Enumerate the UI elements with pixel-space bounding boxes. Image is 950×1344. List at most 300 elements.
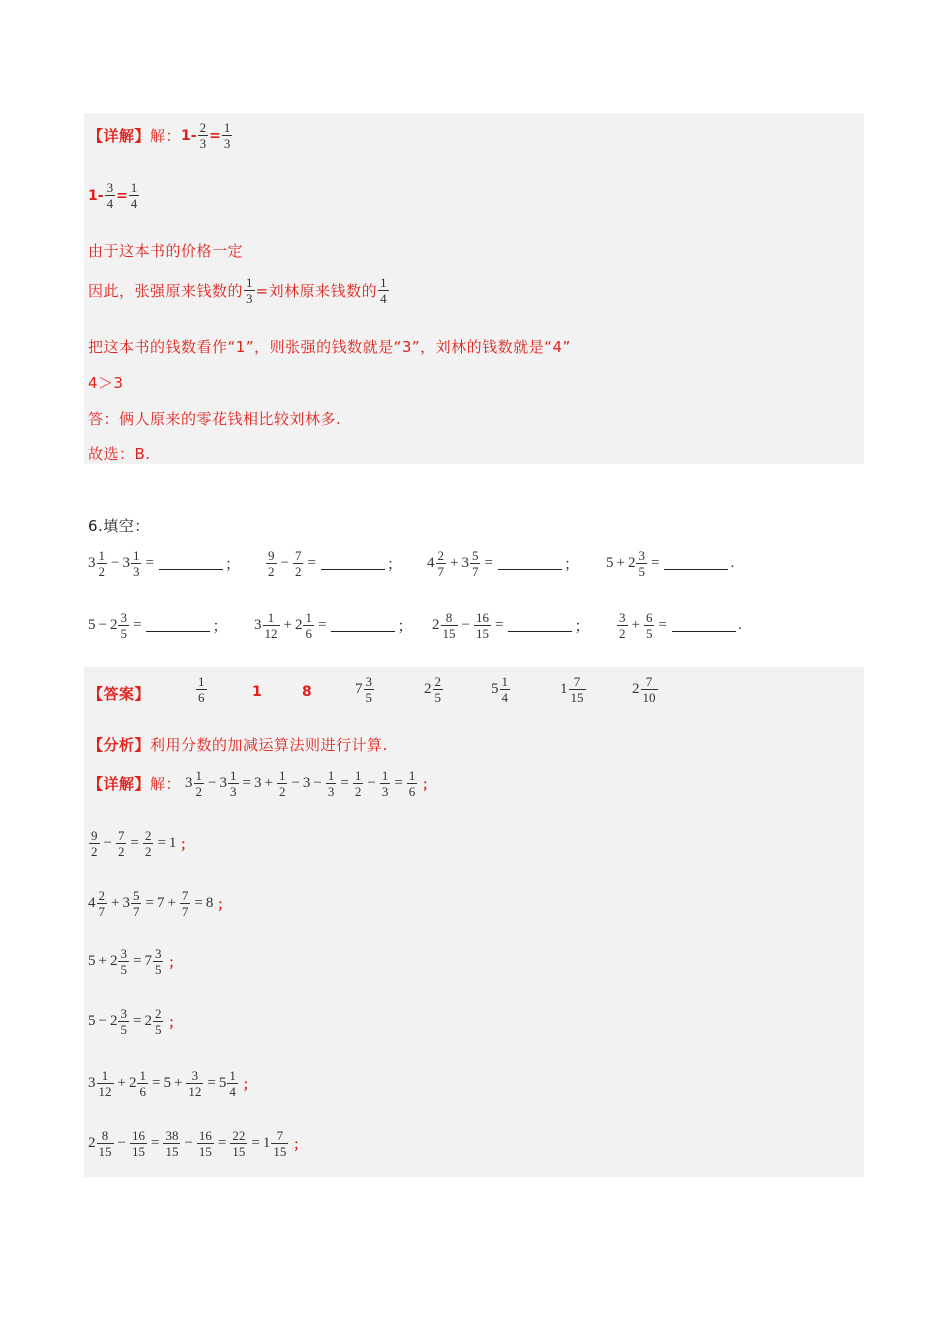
whole: 1 (560, 681, 568, 697)
denominator: 5 (120, 962, 127, 977)
numerator: 1 (198, 674, 205, 689)
denominator: 2 (91, 844, 98, 859)
numerator: 16 (475, 610, 489, 625)
denominator: 15 (273, 1144, 287, 1159)
denominator: 15 (570, 690, 584, 705)
detail1-line2 (88, 180, 140, 211)
numerator: 9 (91, 828, 98, 843)
fraction (636, 548, 647, 579)
operator: = (207, 1075, 216, 1091)
operator: = (340, 775, 349, 791)
operator: − (111, 555, 120, 571)
operator: + (631, 617, 640, 633)
denominator: 15 (165, 1144, 179, 1159)
denominator: 5 (154, 962, 162, 977)
denominator: 2 (98, 564, 105, 579)
whole: 5 (491, 681, 499, 697)
answer-tag: 【答案】 (88, 684, 151, 703)
fraction (617, 610, 628, 641)
fraction (105, 180, 116, 211)
detail1-line8: 故选：B. (88, 445, 151, 463)
numerator: 7 (181, 888, 189, 903)
operator: − (98, 617, 107, 633)
equals: = (116, 187, 128, 204)
numerator: 1 (380, 275, 387, 290)
text: =刘林原来钱数的 (255, 282, 378, 300)
denominator: 4 (380, 291, 387, 306)
numerator: 3 (619, 610, 626, 625)
answer-blank[interactable] (146, 619, 210, 632)
fraction (293, 548, 304, 579)
whole-number: 2 (627, 555, 636, 571)
denominator: 7 (181, 904, 189, 919)
operator: − (184, 1135, 193, 1151)
whole: 7 (355, 681, 363, 697)
whole-number: 2 (128, 1075, 137, 1091)
denominator: 5 (154, 1022, 162, 1037)
eq1-one: 1- (181, 127, 197, 144)
denominator: 4 (229, 1084, 236, 1099)
denominator: 2 (268, 564, 275, 579)
fraction (244, 275, 255, 306)
numerator: 2 (434, 674, 441, 689)
whole-number: 5 (218, 1075, 227, 1091)
numerator: 5 (471, 548, 479, 563)
fraction (194, 768, 205, 799)
operator: = (132, 617, 142, 633)
separator: ； (224, 557, 240, 573)
denominator: 15 (98, 1144, 112, 1159)
numerator: 2 (144, 828, 152, 843)
denominator: 4 (106, 196, 114, 211)
denominator: 6 (198, 690, 205, 705)
whole: 2 (424, 681, 432, 697)
fraction (436, 548, 447, 579)
fraction (186, 1068, 203, 1099)
operator: = (217, 1135, 227, 1151)
answer-blank[interactable] (498, 557, 562, 570)
separator: ； (217, 898, 231, 913)
numerator: 1 (139, 1068, 146, 1083)
denominator: 10 (642, 690, 656, 705)
fraction (641, 674, 658, 705)
separator: ； (212, 619, 228, 635)
operator: = (150, 1135, 160, 1151)
whole-number: 3 (461, 555, 469, 571)
numerator: 3 (120, 610, 127, 625)
denominator: 2 (278, 784, 286, 799)
operator: = (145, 555, 154, 571)
exercise-2 (265, 548, 402, 579)
whole-number: 3 (88, 555, 96, 571)
denominator: 7 (437, 564, 444, 579)
detail1-line4 (88, 275, 390, 306)
analysis-text: 利用分数的加减运算法则进行计算. (150, 736, 388, 754)
answer-blank[interactable] (508, 619, 572, 632)
operator: − (291, 775, 300, 791)
numerator: 3 (191, 1068, 199, 1083)
whole: 1 (252, 684, 262, 700)
detail-tag: 【详解】 (88, 127, 151, 145)
answer-5 (424, 674, 444, 705)
whole-number: 3 (88, 1075, 96, 1091)
detail2-line2 (88, 828, 193, 859)
whole-number: 4 (427, 555, 435, 571)
answer-blank[interactable] (672, 619, 736, 632)
operator: = (494, 617, 504, 633)
operator: = (132, 953, 142, 969)
detail2-line4 (88, 946, 181, 977)
fraction (97, 548, 108, 579)
period: . (730, 555, 735, 571)
period: . (737, 617, 742, 633)
fraction (131, 888, 142, 919)
operator: + (117, 1075, 126, 1091)
denominator: 2 (117, 844, 125, 859)
denominator: 15 (442, 626, 456, 641)
fraction (129, 180, 140, 211)
numerator: 1 (132, 548, 140, 563)
fraction (89, 828, 100, 859)
separator: ； (168, 956, 182, 971)
whole-number: 4 (88, 895, 96, 911)
denominator: 2 (144, 844, 152, 859)
fraction (180, 888, 191, 919)
analysis-tag: 【分析】 (88, 736, 151, 754)
whole-number: 2 (109, 617, 118, 633)
operator: = (484, 555, 493, 571)
detail2-line6 (88, 1068, 256, 1099)
numerator: 7 (573, 674, 581, 689)
operator: + (616, 555, 625, 571)
numerator: 16 (198, 1128, 212, 1143)
fraction (303, 610, 314, 641)
whole-number: 5 (88, 1013, 96, 1029)
operator: + (111, 895, 120, 911)
operator: = (307, 555, 316, 571)
operator: − (103, 835, 112, 851)
fraction (97, 888, 108, 919)
denominator: 5 (434, 690, 441, 705)
separator: ； (397, 619, 413, 635)
fraction (197, 1128, 214, 1159)
denominator: 3 (223, 136, 231, 151)
operator: − (117, 1135, 126, 1151)
numerator: 8 (445, 610, 453, 625)
operator: = (132, 1013, 142, 1029)
whole: 2 (632, 681, 640, 697)
separator: ； (574, 619, 590, 635)
denominator: 2 (294, 564, 302, 579)
fraction (97, 1068, 114, 1099)
fraction (137, 1068, 148, 1099)
denominator: 6 (305, 626, 312, 641)
denominator: 6 (139, 1084, 146, 1099)
whole-number: 3 (122, 555, 130, 571)
operator: + (450, 555, 459, 571)
whole-number: 3 (253, 775, 262, 791)
denominator: 2 (619, 626, 626, 641)
fraction (153, 1006, 164, 1037)
eq2-one: 1- (88, 187, 104, 204)
numerator: 7 (294, 548, 302, 563)
fraction (470, 548, 481, 579)
operator: + (173, 1075, 183, 1091)
numerator: 2 (199, 120, 207, 135)
answer-2 (252, 684, 262, 700)
denominator: 5 (120, 1022, 127, 1037)
numerator: 3 (365, 674, 372, 689)
fraction (130, 1128, 147, 1159)
numerator: 2 (98, 888, 105, 903)
numerator: 3 (154, 946, 162, 961)
fraction (230, 1128, 247, 1159)
denominator: 5 (120, 626, 127, 641)
separator: ； (293, 1138, 307, 1153)
denominator: 7 (471, 564, 479, 579)
denominator: 3 (132, 564, 140, 579)
numerator: 2 (437, 548, 444, 563)
numerator: 1 (305, 610, 312, 625)
analysis-line (88, 734, 388, 755)
denominator: 5 (365, 690, 372, 705)
whole-number: 5 (88, 617, 96, 633)
numerator: 8 (101, 1128, 109, 1143)
denominator: 15 (131, 1144, 145, 1159)
denominator: 2 (195, 784, 203, 799)
numerator: 1 (98, 548, 105, 563)
numerator: 1 (354, 768, 362, 783)
numerator: 1 (501, 674, 508, 689)
fraction (569, 674, 586, 705)
fraction (433, 674, 444, 705)
numerator: 16 (131, 1128, 145, 1143)
whole-number: 2 (109, 1013, 118, 1029)
denominator: 3 (327, 784, 335, 799)
denominator: 4 (130, 196, 138, 211)
fraction (500, 674, 511, 705)
numerator: 1 (381, 768, 389, 783)
denominator: 3 (230, 784, 237, 799)
exercise-3 (427, 548, 579, 579)
numerator: 7 (645, 674, 653, 689)
whole-number: 3 (302, 775, 311, 791)
fraction (131, 548, 142, 579)
whole-number: 3 (122, 895, 130, 911)
operator: = (394, 775, 403, 791)
detail1-line6: 4＞3 (88, 374, 124, 392)
numerator: 3 (120, 946, 127, 961)
operator: = (650, 555, 660, 571)
denominator: 12 (98, 1084, 112, 1099)
fraction (143, 828, 154, 859)
numerator: 2 (154, 1006, 162, 1021)
operator: + (264, 775, 273, 791)
fraction (271, 1128, 288, 1159)
operator: + (283, 617, 292, 633)
numerator: 1 (230, 768, 237, 783)
exercise-4 (606, 548, 734, 579)
fraction (118, 946, 129, 977)
fraction (277, 768, 288, 799)
denominator: 7 (132, 904, 140, 919)
operator: = (145, 895, 154, 911)
whole-number: 3 (219, 775, 227, 791)
denominator: 4 (501, 690, 508, 705)
numerator: 3 (120, 1006, 127, 1021)
numerator: 7 (117, 828, 125, 843)
fraction (227, 1068, 238, 1099)
answer-8 (632, 674, 659, 705)
whole-number: 7 (144, 953, 152, 969)
operator: = (194, 895, 203, 911)
operator: − (208, 775, 217, 791)
answer-blank[interactable] (321, 557, 385, 570)
denominator: 15 (232, 1144, 246, 1159)
numerator: 1 (278, 768, 286, 783)
fraction (380, 768, 391, 799)
denominator: 3 (381, 784, 389, 799)
whole: 8 (302, 684, 312, 700)
separator: ； (242, 1078, 256, 1093)
detail2-line5 (88, 1006, 181, 1037)
whole-number: 3 (185, 775, 193, 791)
detail2-line7 (88, 1128, 306, 1159)
question-title: 6.填空： (88, 517, 150, 535)
fraction (198, 120, 209, 151)
numerator: 1 (130, 180, 138, 195)
detail2-line3 (88, 888, 230, 919)
exercise-8 (616, 610, 742, 641)
exercise-5 (88, 610, 227, 641)
whole-number: 1 (168, 835, 177, 851)
denominator: 3 (246, 291, 253, 306)
fraction (364, 674, 375, 705)
operator: − (367, 775, 376, 791)
detail1-line1 (88, 120, 233, 151)
fraction (97, 1128, 114, 1159)
separator: ； (180, 838, 194, 853)
whole-number: 2 (88, 1135, 96, 1151)
operator: = (658, 617, 667, 633)
numerator: 1 (101, 1068, 109, 1083)
detail1-line3: 由于这本书的价格一定 (88, 242, 244, 260)
denominator: 7 (98, 904, 105, 919)
exercise-7 (432, 610, 589, 641)
separator: ； (563, 557, 579, 573)
fraction (118, 610, 129, 641)
operator: − (461, 617, 470, 633)
whole-number: 5 (88, 953, 96, 969)
fraction (353, 768, 364, 799)
numerator: 1 (223, 120, 231, 135)
whole-number: 2 (144, 1013, 152, 1029)
numerator: 1 (195, 768, 203, 783)
operator: = (157, 835, 166, 851)
fraction (266, 548, 277, 579)
operator: − (313, 775, 322, 791)
numerator: 1 (327, 768, 335, 783)
fraction (326, 768, 337, 799)
denominator: 5 (645, 626, 653, 641)
fraction (263, 610, 280, 641)
detail-intro: 解： (150, 127, 182, 145)
numerator: 3 (638, 548, 645, 563)
operator: = (130, 835, 139, 851)
operator: = (251, 1135, 260, 1151)
operator: − (98, 1013, 107, 1029)
answer-7 (560, 674, 587, 705)
whole-number: 3 (254, 617, 262, 633)
fraction (118, 1006, 129, 1037)
denominator: 12 (264, 626, 278, 641)
fraction (153, 946, 164, 977)
fraction (228, 768, 239, 799)
numerator: 1 (267, 610, 275, 625)
denominator: 15 (198, 1144, 212, 1159)
numerator: 38 (165, 1128, 179, 1143)
denominator: 5 (638, 564, 645, 579)
numerator: 1 (229, 1068, 236, 1083)
fraction (378, 275, 389, 306)
operator: − (280, 555, 289, 571)
operator: + (167, 895, 176, 911)
answer-blank[interactable] (159, 557, 223, 570)
answer-3 (302, 684, 312, 700)
answer-1 (195, 674, 208, 705)
fraction (163, 1128, 180, 1159)
denominator: 3 (199, 136, 207, 151)
detail1-line5: 把这本书的钱数看作“1”，则张强的钱数就是“3”，刘林的钱数就是“4” (88, 338, 571, 356)
denominator: 12 (188, 1084, 202, 1099)
separator: ； (386, 557, 402, 573)
fraction (644, 610, 655, 641)
whole-number: 2 (294, 617, 303, 633)
numerator: 3 (106, 180, 114, 195)
fraction (196, 674, 207, 705)
numerator: 22 (232, 1128, 246, 1143)
operator: = (242, 775, 251, 791)
fraction (441, 610, 458, 641)
operator: + (98, 953, 107, 969)
numerator: 9 (268, 548, 275, 563)
answer-6 (491, 674, 511, 705)
answer-row (88, 674, 150, 712)
detail1-line7: 答：俩人原来的零花钱相比较刘林多. (88, 410, 342, 428)
text: 因此，张强原来钱数的 (88, 282, 244, 300)
denominator: 15 (475, 626, 489, 641)
exercise-6 (254, 610, 412, 641)
fraction (474, 610, 491, 641)
exercise-1 (88, 548, 240, 579)
fraction (116, 828, 127, 859)
denominator: 2 (354, 784, 362, 799)
fraction (222, 120, 233, 151)
numerator: 7 (276, 1128, 284, 1143)
whole-number: 1 (262, 1135, 271, 1151)
detail-tag: 【详解】 (88, 775, 151, 793)
equals: = (209, 127, 221, 144)
separator: ； (168, 1016, 182, 1031)
answer-blank[interactable] (331, 619, 395, 632)
detail2-line1 (88, 768, 435, 799)
fraction (407, 768, 418, 799)
answer-blank[interactable] (664, 557, 728, 570)
numerator: 1 (408, 768, 416, 783)
whole-number: 5 (163, 1075, 171, 1091)
operator: = (151, 1075, 161, 1091)
detail-intro: 解： (150, 775, 182, 793)
